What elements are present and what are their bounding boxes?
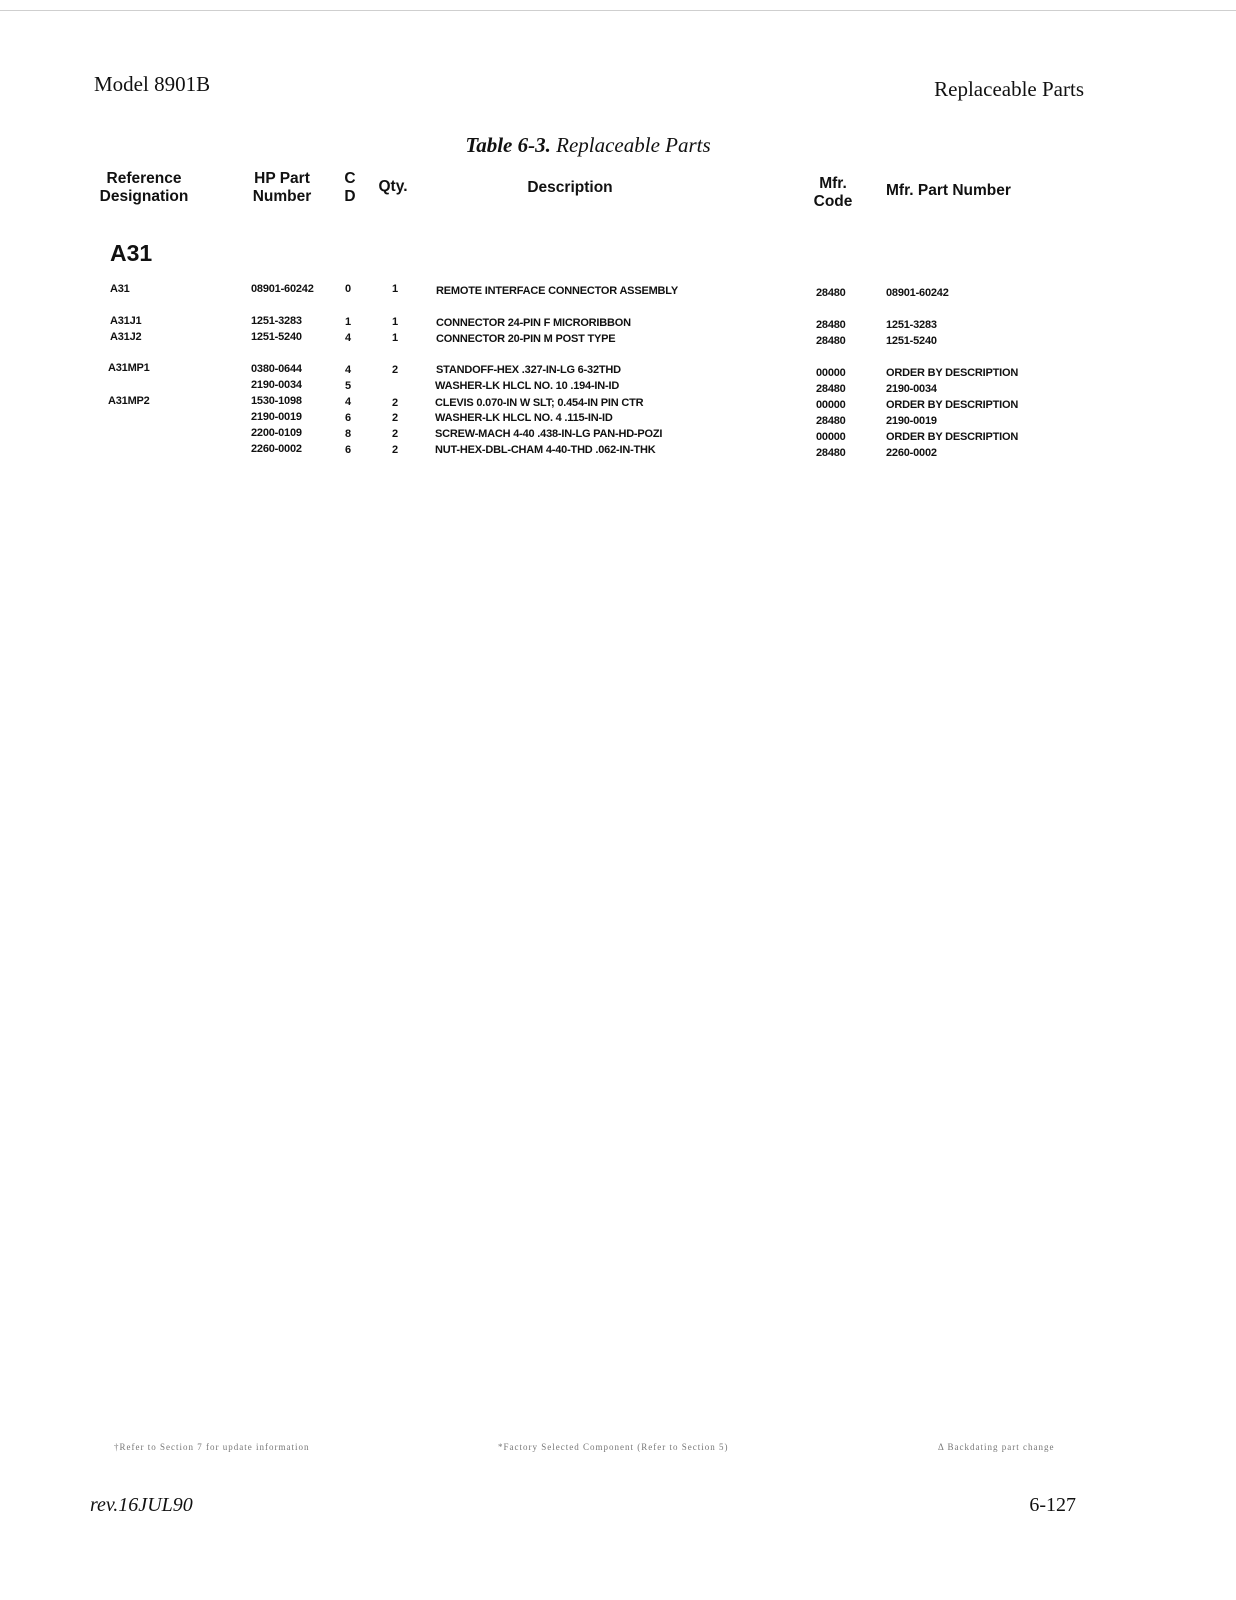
col-ref-line1: Reference bbox=[106, 170, 182, 187]
cell-hp-part: 1251-3283 bbox=[251, 315, 302, 327]
footnote-update-info: †Refer to Section 7 for update information bbox=[114, 1442, 310, 1452]
col-description: Description bbox=[527, 179, 613, 196]
revision-date: rev.16JUL90 bbox=[90, 1494, 193, 1516]
cell-qty: 2 bbox=[392, 364, 398, 376]
col-hp-part-number bbox=[242, 170, 322, 206]
cell-mfr-part: 2260-0002 bbox=[886, 447, 937, 459]
cell-mfr-part: 1251-5240 bbox=[886, 335, 937, 347]
cell-ref: A31MP2 bbox=[108, 395, 150, 407]
footnote-factory-selected: *Factory Selected Component (Refer to Section 5) bbox=[498, 1442, 729, 1452]
cell-cd: 4 bbox=[345, 364, 351, 376]
cell-hp-part: 1251-5240 bbox=[251, 331, 302, 343]
col-cd bbox=[340, 170, 360, 206]
cell-qty: 1 bbox=[392, 316, 398, 328]
cell-hp-part: 2190-0034 bbox=[251, 379, 302, 391]
cell-description: CLEVIS 0.070-IN W SLT; 0.454-IN PIN CTR bbox=[435, 397, 644, 409]
cell-mfr-code: 28480 bbox=[816, 447, 846, 459]
cell-qty: 1 bbox=[392, 283, 398, 295]
cell-mfr-part: ORDER BY DESCRIPTION bbox=[886, 367, 1019, 379]
col-mfr-part-number: Mfr. Part Number bbox=[886, 182, 1011, 199]
col-mfr-code bbox=[806, 175, 860, 211]
cell-description: REMOTE INTERFACE CONNECTOR ASSEMBLY bbox=[436, 285, 678, 297]
cell-description: WASHER-LK HLCL NO. 4 .115-IN-ID bbox=[435, 412, 613, 424]
cell-qty: 1 bbox=[392, 332, 398, 344]
col-hp-line1: HP Part bbox=[254, 170, 310, 187]
col-ref-line2: Designation bbox=[99, 188, 189, 205]
scan-edge-line bbox=[0, 10, 1236, 11]
cell-hp-part: 2200-0109 bbox=[251, 427, 302, 439]
cell-ref: A31J1 bbox=[110, 315, 142, 327]
section-header: Replaceable Parts bbox=[934, 77, 1084, 101]
col-reference-designation bbox=[92, 170, 196, 206]
cell-mfr-code: 28480 bbox=[816, 319, 846, 331]
cell-cd: 1 bbox=[345, 316, 351, 328]
cell-ref: A31MP1 bbox=[108, 362, 150, 374]
cell-mfr-code: 00000 bbox=[816, 367, 846, 379]
cell-mfr-part: 2190-0019 bbox=[886, 415, 937, 427]
cell-hp-part: 08901-60242 bbox=[251, 283, 314, 295]
cell-mfr-part: ORDER BY DESCRIPTION bbox=[886, 431, 1019, 443]
cell-mfr-code: 00000 bbox=[816, 431, 846, 443]
page-number: 6-127 bbox=[1029, 1494, 1076, 1516]
cell-cd: 0 bbox=[345, 283, 351, 295]
col-cd-line2: D bbox=[344, 188, 356, 205]
col-mfr-line2: Code bbox=[813, 193, 853, 210]
cell-cd: 6 bbox=[345, 444, 351, 456]
table-number: Table 6-3. bbox=[465, 133, 551, 157]
cell-mfr-part: 08901-60242 bbox=[886, 287, 949, 299]
col-mfr-line1: Mfr. bbox=[819, 175, 847, 192]
cell-description: WASHER-LK HLCL NO. 10 .194-IN-ID bbox=[435, 380, 620, 392]
col-qty: Qty. bbox=[378, 178, 408, 195]
cell-hp-part: 0380-0644 bbox=[251, 363, 302, 375]
cell-mfr-code: 00000 bbox=[816, 399, 846, 411]
col-cd-line1: C bbox=[344, 170, 356, 187]
cell-cd: 8 bbox=[345, 428, 351, 440]
col-hp-line2: Number bbox=[252, 188, 312, 205]
table-name: Replaceable Parts bbox=[556, 133, 711, 157]
cell-mfr-code: 28480 bbox=[816, 415, 846, 427]
cell-description: CONNECTOR 24-PIN F MICRORIBBON bbox=[436, 317, 631, 329]
cell-qty: 2 bbox=[392, 397, 398, 409]
cell-ref: A31 bbox=[110, 283, 130, 295]
model-header: Model 8901B bbox=[94, 72, 211, 96]
cell-mfr-part: ORDER BY DESCRIPTION bbox=[886, 399, 1019, 411]
cell-description: NUT-HEX-DBL-CHAM 4-40-THD .062-IN-THK bbox=[435, 444, 656, 456]
table-title bbox=[0, 133, 1176, 158]
cell-ref: A31J2 bbox=[110, 331, 142, 343]
cell-hp-part: 2260-0002 bbox=[251, 443, 302, 455]
assembly-section-title: A31 bbox=[110, 240, 153, 266]
cell-cd: 4 bbox=[345, 396, 351, 408]
cell-mfr-part: 1251-3283 bbox=[886, 319, 937, 331]
cell-mfr-code: 28480 bbox=[816, 287, 846, 299]
cell-mfr-part: 2190-0034 bbox=[886, 383, 937, 395]
cell-mfr-code: 28480 bbox=[816, 383, 846, 395]
cell-description: STANDOFF-HEX .327-IN-LG 6-32THD bbox=[436, 364, 621, 376]
cell-description: CONNECTOR 20-PIN M POST TYPE bbox=[436, 333, 616, 345]
cell-cd: 6 bbox=[345, 412, 351, 424]
cell-mfr-code: 28480 bbox=[816, 335, 846, 347]
cell-qty: 2 bbox=[392, 412, 398, 424]
cell-qty: 2 bbox=[392, 444, 398, 456]
cell-description: SCREW-MACH 4-40 .438-IN-LG PAN-HD-POZI bbox=[435, 428, 663, 440]
cell-hp-part: 2190-0019 bbox=[251, 411, 302, 423]
cell-cd: 4 bbox=[345, 332, 351, 344]
cell-qty: 2 bbox=[392, 428, 398, 440]
cell-hp-part: 1530-1098 bbox=[251, 395, 302, 407]
footnote-backdating: Δ Backdating part change bbox=[938, 1442, 1055, 1452]
cell-cd: 5 bbox=[345, 380, 351, 392]
